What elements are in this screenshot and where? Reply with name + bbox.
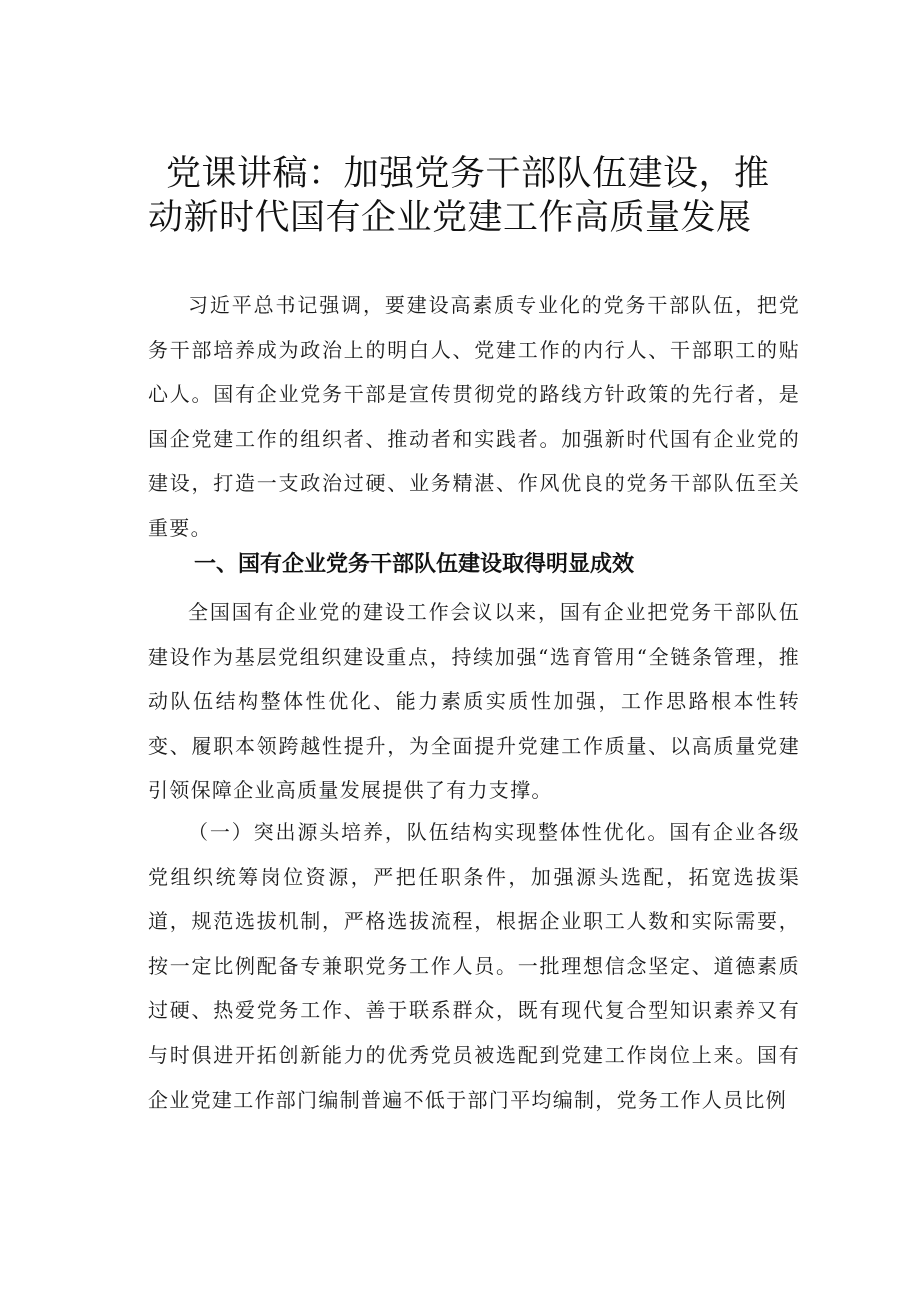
- title-line-1: 党课讲稿：加强党务干部队伍建设，推: [166, 154, 770, 194]
- title-line-2: 动新时代国有企业党建工作高质量发展: [148, 198, 752, 238]
- subsection-1-paragraph: （一）突出源头培养，队伍结构实现整体性优化。国有企业各级党组织统筹岗位资源，严把任职条件，加强源头选配，拓宽选拔渠道，规范选拔机制，严格选拔流程，根据企业职工人数和实际需要，按一定比例配备专兼职党务工作人员。一批理想信念坚定、道德素质过硬、热爱党务工作、善于联系群众，既有现代复合型知识素养又有与时俱进开拓创新能力的优秀党员被选配到党建工作岗位上来。国有企业党建工作部门编制普遍不低于部门平均编制，党务工作人员比例: [148, 820, 800, 1112]
- section-1-heading: 一、国有企业党务干部队伍建设取得明显成效: [194, 552, 635, 577]
- document-title: [148, 152, 788, 240]
- intro-paragraph: 习近平总书记强调，要建设高素质专业化的党务干部队伍，把党务干部培养成为政治上的明白人、党建工作的内行人、干部职工的贴心人。国有企业党务干部是宣传贯彻党的路线方针政策的先行者，是国企党建工作的组织者、推动者和实践者。加强新时代国有企业党的建设，打造一支政治过硬、业务精湛、作风优良的党务干部队伍至关重要。: [148, 293, 800, 540]
- section-1-paragraph: 全国国有企业党的建设工作会议以来，国有企业把党务干部队伍建设作为基层党组织建设重点，持续加强“选育管用“全链条管理，推动队伍结构整体性优化、能力素质实质性加强，工作思路根本性转变、履职本领跨越性提升，为全面提升党建工作质量、以高质量党建引领保障企业高质量发展提供了有力支撑。: [148, 600, 800, 803]
